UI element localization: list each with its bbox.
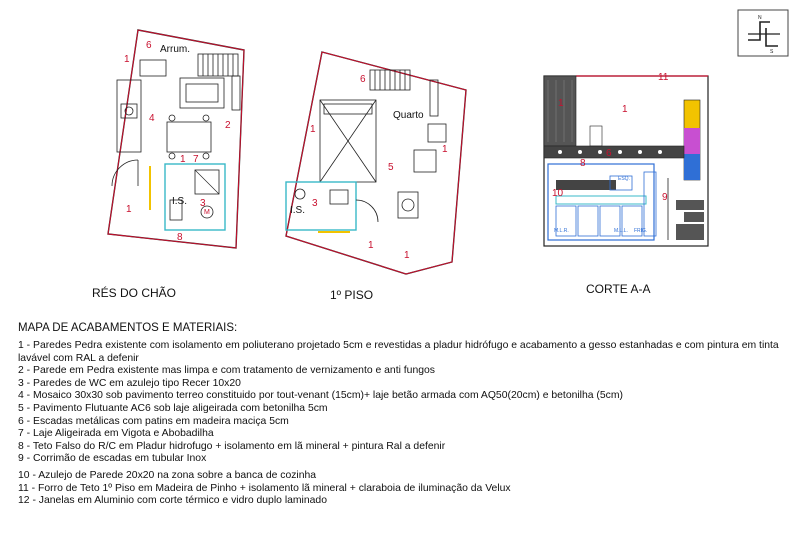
section-small-label: ESQ. — [618, 176, 630, 182]
first-tag: 6 — [360, 74, 366, 85]
ground-floor-caption: RÉS DO CHÃO — [92, 286, 177, 300]
first-tag: 1 — [368, 240, 374, 251]
legend-item: 4 - Mosaico 30x30 sob pavimento terreo constituido por tout-venant (15cm)+ laje betão armada com AQ50(20cm) e betonilha (5cm) — [18, 390, 623, 402]
ground-room-label: Arrum. — [160, 44, 190, 55]
ground-tag: 1 — [180, 154, 186, 165]
ground-tag: 1 — [126, 204, 132, 215]
section-skylight-mid — [684, 128, 700, 154]
logo-letter: N — [758, 15, 762, 21]
ground-tag: 7 — [193, 154, 199, 165]
legend-item: 11 - Forro de Teto 1º Piso em Madeira de Pinho + isolamento lã mineral + claraboia de iluminação da Velux — [18, 482, 511, 494]
first-tag: 1 — [442, 144, 448, 155]
first-tag: 5 — [388, 162, 394, 173]
section-small-label: FRIG. — [634, 228, 648, 234]
section-tag: 1 — [622, 104, 628, 115]
legend-item: 12 - Janelas em Aluminio com corte térmico e vidro duplo laminado — [18, 495, 327, 507]
ground-room-label: I.S. — [172, 196, 188, 207]
ground-tag: 2 — [225, 120, 231, 131]
section-tag: 1 — [558, 98, 564, 109]
ground-tag: 3 — [200, 198, 206, 209]
section-tag: 8 — [580, 158, 586, 169]
firm-logo-stamp — [738, 10, 788, 56]
section-stone-wall — [544, 76, 576, 146]
first-tag: 1 — [404, 250, 410, 261]
section-tag: 11 — [658, 72, 669, 83]
section-tag: 6 — [606, 148, 612, 159]
legend-item: 9 - Corrimão de escadas em tubular Inox — [18, 453, 207, 465]
legend-item: 3 - Paredes de WC em azulejo tipo Recer 10x20 — [18, 377, 241, 389]
first-room-label: I.S. — [290, 205, 306, 216]
ground-tag: 4 — [149, 113, 155, 124]
ground-tag: 6 — [146, 40, 152, 51]
ground-floor-plan — [108, 30, 244, 248]
first-floor-plan — [286, 52, 466, 274]
legend-list — [18, 340, 788, 508]
section-caption: CORTE A-A — [586, 282, 651, 296]
logo-letter: S — [770, 49, 774, 55]
legend-item: 7 - Laje Aligeirada em Vigota e Abobadilha — [18, 428, 214, 440]
legend-item: 8 - Teto Falso do R/C em Pladur hidrofugo + isolamento em lã mineral + pintura Ral a defenir — [18, 440, 446, 452]
ground-tag: M — [204, 209, 210, 216]
legend-item: 5 - Pavimento Flutuante AC6 sob laje aligeirada com betonilha 5cm — [18, 402, 328, 414]
first-tag: 1 — [310, 124, 316, 135]
legend-item: 2 - Parede em Pedra existente mas limpa e com tratamento de vernizamento e anti fungos — [18, 365, 435, 377]
section-skylight-low — [684, 154, 700, 180]
legend-item: 1 - Paredes Pedra existente com isolamento em poliuterano projetado 5cm e revestidas a pladur hidrófugo e acabamento a gesso estanhadas e com pintura em tinta lavável com RAL a defenir — [18, 340, 779, 364]
ground-tag: 8 — [177, 232, 183, 243]
legend-item: 10 - Azulejo de Parede 20x20 na zona sobre a banca de cozinha — [18, 469, 317, 481]
legend-item: 6 - Escadas metálicas com patins em madeira maciça 5cm — [18, 415, 289, 427]
section-a-a — [544, 72, 708, 246]
first-tag: 3 — [312, 198, 318, 209]
legend-title: MAPA DE ACABAMENTOS E MATERIAIS: — [18, 322, 238, 334]
section-tag: 9 — [662, 192, 668, 203]
section-small-label: M.L.R. — [554, 228, 569, 234]
first-room-label: Quarto — [393, 110, 424, 121]
ground-tag: 1 — [124, 54, 130, 65]
section-floor-slab — [544, 146, 684, 158]
first-floor-caption: 1º PISO — [330, 288, 374, 302]
section-small-label: M.L.L. — [614, 228, 628, 234]
section-tag: 10 — [552, 188, 564, 199]
